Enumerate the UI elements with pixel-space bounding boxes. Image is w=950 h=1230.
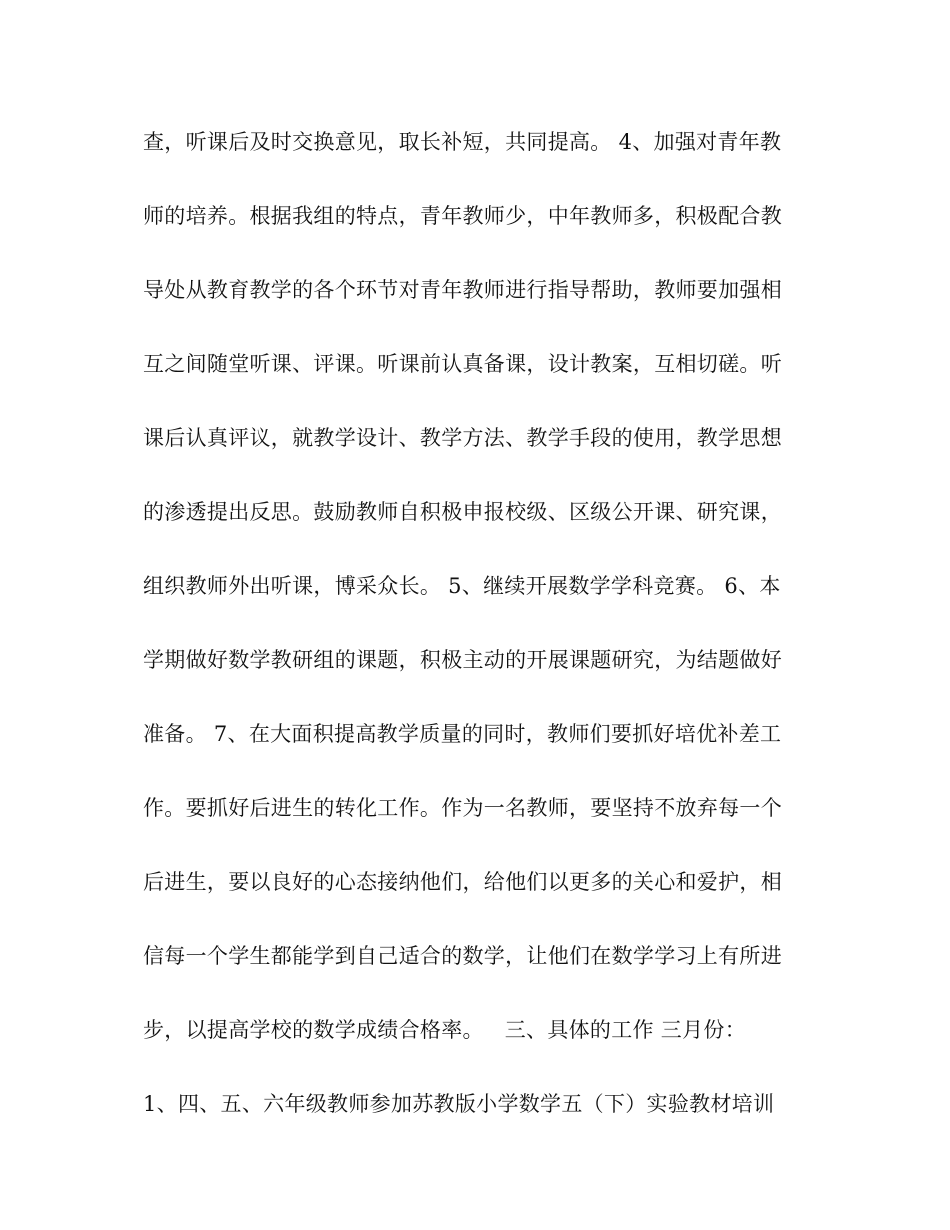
text-line: 准备。 7、在大面积提高教学质量的同时，教师们要抓好培优补差工 xyxy=(143,722,782,746)
text-line: 组织教师外出听课，博采众长。 5、继续开展数学学科竞赛。 6、本 xyxy=(143,574,781,598)
text-line: 后进生，要以良好的心态接纳他们，给他们以更多的关心和爱护，相 xyxy=(143,870,782,894)
text-line: 师的培养。根据我组的特点，青年教师少，中年教师多，积极配合教 xyxy=(143,204,782,228)
text-line: 步，以提高学校的数学成绩合格率。 三、具体的工作 三月份： xyxy=(143,1018,746,1042)
text-line: 互之间随堂听课、评课。听课前认真备课，设计教案，互相切磋。听 xyxy=(143,352,782,376)
text-line: 课后认真评议，就教学设计、教学方法、教学手段的使用，教学思想 xyxy=(143,426,782,450)
text-line: 作。要抓好后进生的转化工作。作为一名教师，要坚持不放弃每一个 xyxy=(143,796,782,820)
text-line: 的渗透提出反思。鼓励教师自积极申报校级、区级公开课、研究课， xyxy=(143,500,782,524)
text-line: 1、四、五、六年级教师参加苏教版小学数学五（下）实验教材培训 xyxy=(143,1092,775,1116)
text-line: 学期做好数学教研组的课题，积极主动的开展课题研究，为结题做好 xyxy=(143,648,782,672)
text-line: 查，听课后及时交换意见，取长补短，共同提高。 4、加强对青年教 xyxy=(143,130,782,154)
text-line: 信每一个学生都能学到自己适合的数学，让他们在数学学习上有所进 xyxy=(143,944,782,968)
text-line: 导处从教育教学的各个环节对青年教师进行指导帮助，教师要加强相 xyxy=(143,278,782,302)
